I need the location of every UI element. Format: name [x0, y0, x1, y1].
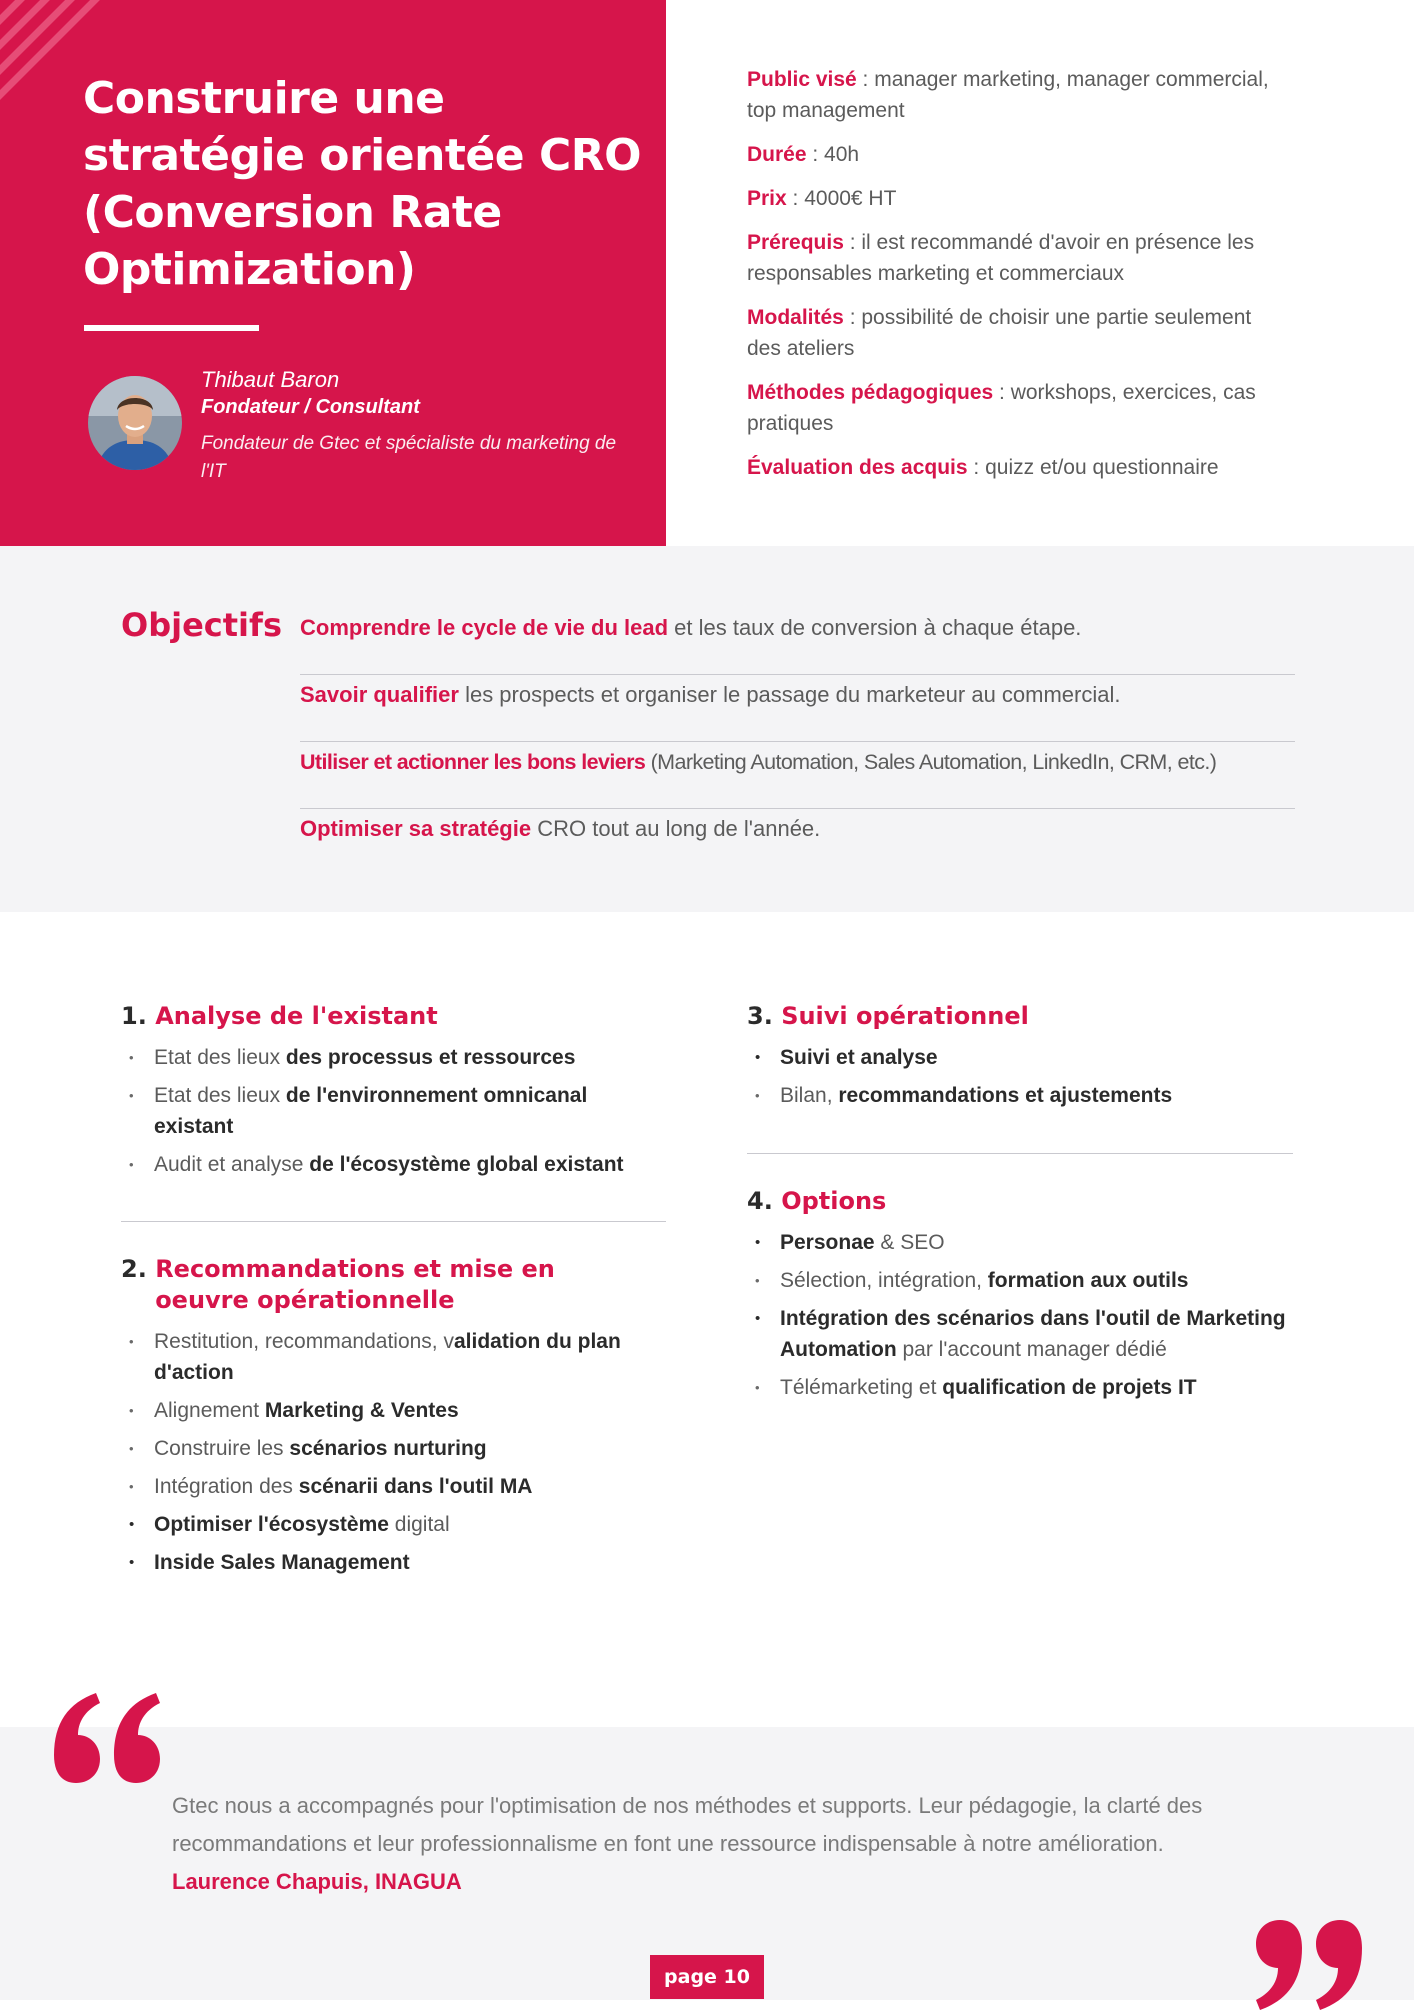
info-key: Prérequis [747, 231, 844, 254]
item-bold: scénarii dans l'outil MA [298, 1475, 533, 1498]
item-bold: Marketing & Ventes [264, 1399, 459, 1422]
item-bold: Suivi et analyse [780, 1046, 938, 1069]
module-heading [121, 1001, 666, 1032]
module-3 [747, 1001, 1295, 1118]
item-bold: recommandations et ajustements [838, 1084, 1173, 1107]
objective-highlight: Savoir qualifier [300, 682, 459, 707]
objective-text: CRO tout au long de l'année. [531, 816, 821, 841]
item-bold: Optimiser l'écosystème [154, 1513, 389, 1536]
objective-item [300, 608, 1295, 675]
right-double-quote-icon [1252, 1920, 1366, 2012]
module-heading [747, 1001, 1295, 1032]
author-block [201, 366, 621, 486]
info-key: Public visé [747, 68, 857, 91]
item-text: Télémarketing et [780, 1376, 943, 1399]
module-number: 3. [747, 1002, 773, 1030]
item-bold: Personae [780, 1231, 875, 1254]
objective-highlight: Utiliser et actionner les bons leviers [300, 750, 646, 774]
testimonial-text [172, 1787, 1252, 1901]
info-value: : quizz et/ou questionnaire [967, 456, 1219, 479]
info-prerequisites [747, 227, 1287, 289]
module-list [121, 1042, 666, 1180]
divider [121, 1221, 666, 1222]
module-list [121, 1326, 666, 1578]
list-item [121, 1547, 666, 1578]
author-role: Fondateur / Consultant [201, 396, 420, 418]
module-4 [747, 1186, 1295, 1410]
module-list [747, 1227, 1295, 1403]
item-bold: scénarios nurturing [289, 1437, 487, 1460]
module-list [747, 1042, 1295, 1111]
list-item [121, 1395, 666, 1426]
item-text: Intégration des [154, 1475, 299, 1498]
info-audience [747, 64, 1287, 126]
item-text: Alignement [154, 1399, 265, 1422]
info-value: : manager marketing, manager commercial, top management [747, 68, 1269, 122]
item-text: Bilan, [780, 1084, 839, 1107]
author-bio: Fondateur de Gtec et spécialiste du marketing de l'IT [201, 433, 617, 482]
item-bold: formation aux outils [987, 1269, 1189, 1292]
module-2 [121, 1254, 666, 1585]
objective-item [300, 809, 1295, 875]
list-item [747, 1303, 1295, 1365]
module-title: Suivi opérationnel [781, 1002, 1029, 1030]
module-heading [747, 1186, 1295, 1217]
item-text: Audit et analyse [154, 1153, 310, 1176]
list-item [121, 1080, 666, 1142]
item-bold: de l'environnement omnicanal existant [154, 1084, 588, 1138]
avatar [88, 376, 182, 470]
module-title: Analyse de l'existant [155, 1002, 438, 1030]
list-item [121, 1471, 666, 1502]
module-number: 4. [747, 1187, 773, 1215]
objective-text: (Marketing Automation, Sales Automation, LinkedIn, CRM, etc.) [645, 750, 1217, 774]
objectives-list [300, 608, 1295, 875]
module-heading [121, 1254, 666, 1316]
item-text: Etat des lieux [154, 1046, 286, 1069]
module-number: 1. [121, 1002, 147, 1030]
testimonial-signature: Laurence Chapuis, INAGUA [172, 1869, 462, 1894]
item-bold: qualification de projets IT [942, 1376, 1197, 1399]
list-item [121, 1326, 666, 1388]
list-item [121, 1149, 666, 1180]
objective-item [300, 675, 1295, 742]
info-price [747, 183, 1287, 214]
item-text: Sélection, intégration, [780, 1269, 988, 1292]
info-key: Modalités [747, 306, 844, 329]
module-1 [121, 1001, 666, 1187]
list-item [121, 1042, 666, 1073]
list-item [747, 1372, 1295, 1403]
info-key: Évaluation des acquis [747, 456, 968, 479]
list-item [747, 1080, 1295, 1111]
objectives-title: Objectifs [121, 606, 282, 644]
info-value: : 40h [806, 143, 860, 166]
hero-panel [0, 0, 666, 546]
objective-text: et les taux de conversion à chaque étape. [668, 615, 1082, 640]
info-evaluation [747, 452, 1287, 483]
item-text: Restitution, recommandations, v [154, 1330, 454, 1353]
objective-highlight: Optimiser sa stratégie [300, 816, 532, 841]
title-underline [84, 325, 259, 331]
item-bold: des processus et ressources [285, 1046, 576, 1069]
objective-highlight: Comprendre le cycle de vie du lead [300, 615, 669, 640]
info-duration [747, 139, 1287, 170]
item-bold: alidation du plan d'action [154, 1330, 621, 1384]
info-key: Durée [747, 143, 807, 166]
course-info [747, 64, 1287, 496]
item-bold: de l'écosystème global existant [309, 1153, 624, 1176]
info-modalities [747, 302, 1287, 364]
item-text: Etat des lieux [154, 1084, 286, 1107]
list-item [121, 1509, 666, 1540]
item-text: par l'account manager dédié [896, 1338, 1167, 1361]
info-value: : 4000€ HT [786, 187, 897, 210]
left-double-quote-icon [50, 1693, 164, 1785]
item-text: digital [388, 1513, 450, 1536]
info-key: Prix [747, 187, 787, 210]
list-item [747, 1042, 1295, 1073]
info-value: : il est recommandé d'avoir en présence les responsables marketing et commerciaux [747, 231, 1255, 285]
item-text: & SEO [874, 1231, 945, 1254]
info-value: : workshops, exercices, cas pratiques [747, 381, 1256, 435]
testimonial-quote: Gtec nous a accompagnés pour l'optimisation de nos méthodes et supports. Leur pédagogie, la clarté des recommandations et leur professionnalisme en font une ressource indispensable à notre amélioration. [172, 1793, 1203, 1856]
list-item [121, 1433, 666, 1464]
item-bold: Inside Sales Management [154, 1551, 410, 1574]
info-key: Méthodes pédagogiques [747, 381, 994, 404]
objective-item [300, 742, 1295, 809]
module-title: Options [781, 1187, 887, 1215]
divider [747, 1153, 1293, 1154]
item-bold: Intégration des scénarios dans l'outil de Marketing Automation [780, 1307, 1286, 1361]
list-item [747, 1265, 1295, 1296]
info-methods [747, 377, 1287, 439]
module-title: Recommandations et mise en oeuvre opérationnelle [155, 1255, 555, 1314]
objective-text: les prospects et organiser le passage du marketeur au commercial. [458, 682, 1121, 707]
item-text: Construire les [154, 1437, 290, 1460]
page-title: Construire une stratégie orientée CRO (Conversion Rate Optimization) [83, 73, 642, 295]
author-name: Thibaut Baron [201, 367, 340, 392]
list-item [747, 1227, 1295, 1258]
module-number: 2. [121, 1255, 147, 1283]
page-number-badge: page 10 [650, 1955, 764, 1999]
info-value: : possibilité de choisir une partie seulement des ateliers [747, 306, 1252, 360]
